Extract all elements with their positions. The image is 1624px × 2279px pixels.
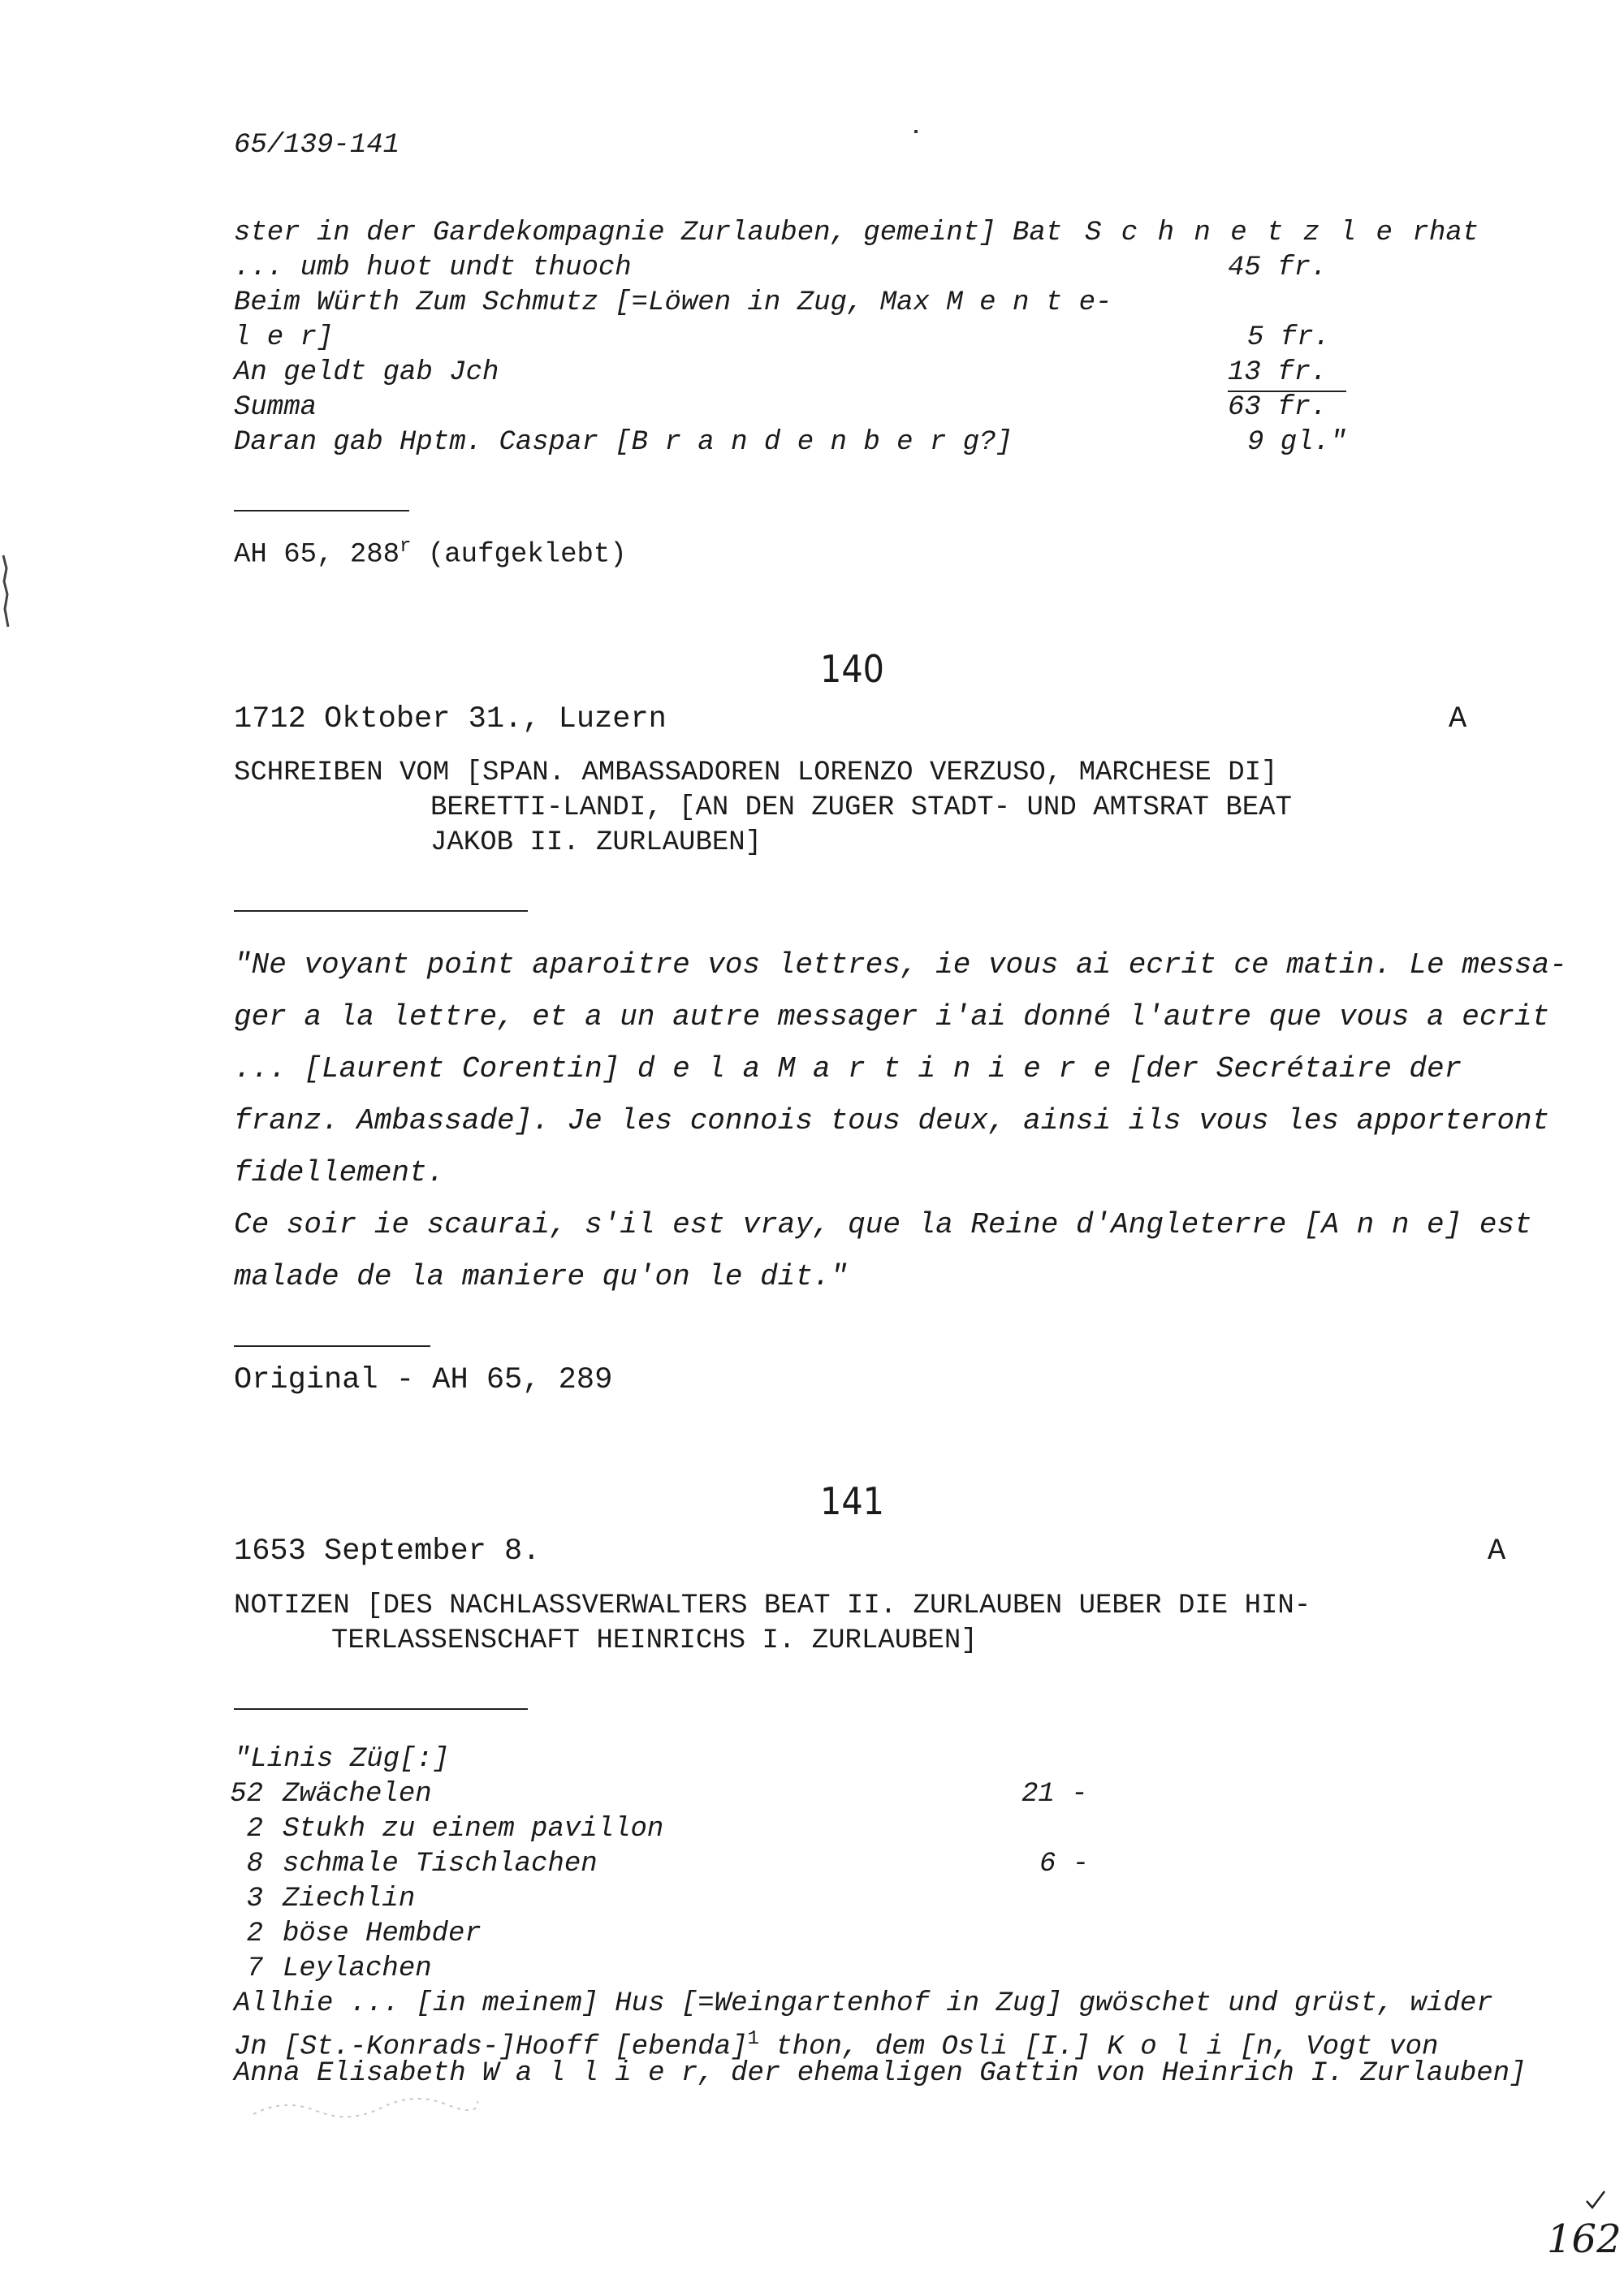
doc140-title-line-1: SCHREIBEN VOM [SPAN. AMBASSADOREN LORENZO VERZUSO, MARCHESE DI] — [234, 758, 1278, 788]
doc141-date: 1653 September 8. — [234, 1534, 541, 1569]
doc140-title-line-2: BERETTI-LANDI, [AN DEN ZUGER STADT- UND AMTSRAT BEAT — [430, 792, 1292, 823]
doc141-title-line-1: NOTIZEN [DES NACHLASSVERWALTERS BEAT II. ZURLAUBEN UEBER DIE HIN- — [234, 1591, 1311, 1621]
list-item-qty: 2 — [246, 1919, 263, 1949]
list-item-qty: 3 — [246, 1884, 263, 1914]
doc139-line-6: Summa — [234, 392, 317, 423]
doc139-spaced-name: S c h n e t z l e r — [1085, 218, 1431, 248]
doc141-title-line-2: TERLASSENSCHAFT HEINRICHS I. ZURLAUBEN] — [331, 1625, 978, 1656]
doc141-type: A — [1488, 1534, 1506, 1569]
footnote-mark: 1 — [747, 2028, 759, 2050]
doc141-closing-line-2b: thon, dem Osli [I.] K o l i [n, Vogt von — [758, 2031, 1439, 2063]
doc140-title-line-3: JAKOB II. ZURLAUBEN] — [430, 827, 762, 858]
doc139-amount-4: 9 gl." — [1247, 427, 1347, 458]
doc140-text-line-1: "Ne voyant point aparoitre vos lettres, ie vous ai ecrit ce matin. Le messa- — [234, 948, 1567, 982]
doc140-date: 1712 Oktober 31., Luzern — [234, 702, 667, 736]
doc139-source-sup: r — [400, 536, 412, 558]
doc140-text-line-5: fidellement. — [234, 1156, 445, 1189]
list-item-qty: 7 — [246, 1953, 263, 1984]
margin-scan-mark — [0, 552, 11, 633]
doc139-line-7: Daran gab Hptm. Caspar [B r a n d e n b e r g?] — [234, 427, 1013, 458]
page-number: 162 — [1547, 2216, 1622, 2262]
list-item-name: Stukh zu einem pavillon — [283, 1814, 664, 1845]
doc139-line-5: An geldt gab Jch — [234, 357, 499, 388]
doc139-source-text: AH 65, 288 — [234, 539, 400, 571]
list-item-name: Ziechlin — [283, 1884, 416, 1914]
list-item-name: Leylachen — [283, 1953, 432, 1984]
doc140-text-line-3: ... [Laurent Corentin] d e l a M a r t i n i e r e [der Secrétaire der — [234, 1052, 1462, 1086]
list-item-value: 6 - — [1039, 1849, 1090, 1880]
doc141-closing-line-1: Allhie ... [in meinem] Hus [=Weingartenhof in Zug] gwöschet und grüst, wider — [234, 1988, 1493, 2019]
faint-scribble-mark — [252, 2090, 479, 2122]
list-item-qty: 2 — [246, 1814, 263, 1845]
doc139-hat: hat — [1429, 218, 1479, 248]
doc139-line-2: ... umb huot undt thuoch — [234, 253, 632, 283]
doc139-line-4: l e r] — [234, 322, 334, 353]
speck-mark — [914, 130, 918, 133]
list-item-value: 21 - — [1021, 1779, 1088, 1810]
doc139-amount-1: 45 fr. — [1228, 253, 1328, 283]
header-reference: 65/139-141 — [234, 130, 400, 161]
doc141-number: 141 — [820, 1479, 884, 1523]
doc139-source-rule — [234, 510, 409, 511]
list-item-name: Zwächelen — [283, 1779, 432, 1810]
check-mark-icon — [1583, 2188, 1608, 2212]
doc141-list-heading: "Linis Züg[:] — [234, 1744, 450, 1775]
doc141-closing-line-2a: Jn [St.-Konrads-]Hooff [ebenda] — [234, 2031, 748, 2063]
list-item-name: schmale Tischlachen — [283, 1849, 598, 1880]
doc140-source-rule — [234, 1345, 430, 1347]
doc139-amount-2: 5 fr. — [1247, 322, 1331, 353]
doc140-type: A — [1449, 702, 1467, 736]
doc139-amount-total: 63 fr. — [1228, 392, 1328, 423]
doc141-text-rule — [234, 1708, 528, 1710]
doc140-number: 140 — [820, 647, 884, 691]
doc139-amount-3: 13 fr. — [1228, 356, 1346, 392]
doc140-text-line-7: malade de la maniere qu'on le dit." — [234, 1260, 849, 1293]
doc139-line-1: ster in der Gardekompagnie Zurlauben, gemeint] Bat — [234, 218, 1063, 248]
doc139-source-suffix: (aufgeklebt) — [411, 539, 627, 571]
doc140-text-rule — [234, 910, 528, 912]
doc139-source — [234, 529, 627, 572]
doc140-text-line-2: ger a la lettre, et a un autre messager i'ai donné l'autre que vous a ecrit — [234, 1000, 1550, 1034]
list-item-qty: 8 — [246, 1849, 263, 1880]
doc140-source: Original - AH 65, 289 — [234, 1363, 613, 1397]
doc141-closing-line-3: Anna Elisabeth W a l l i e r, der ehemaligen Gattin von Heinrich I. Zurlauben] — [234, 2058, 1527, 2089]
doc139-line-3: Beim Würth Zum Schmutz [=Löwen in Zug, Max M e n t e- — [234, 287, 1112, 318]
doc140-text-line-4: franz. Ambassade]. Je les connois tous deux, ainsi ils vous les apporteront — [234, 1104, 1550, 1137]
list-item-qty: 52 — [230, 1779, 263, 1810]
doc140-text-line-6: Ce soir ie scaurai, s'il est vray, que la Reine d'Angleterre [A n n e] est — [234, 1208, 1532, 1241]
list-item-name: böse Hembder — [283, 1919, 482, 1949]
